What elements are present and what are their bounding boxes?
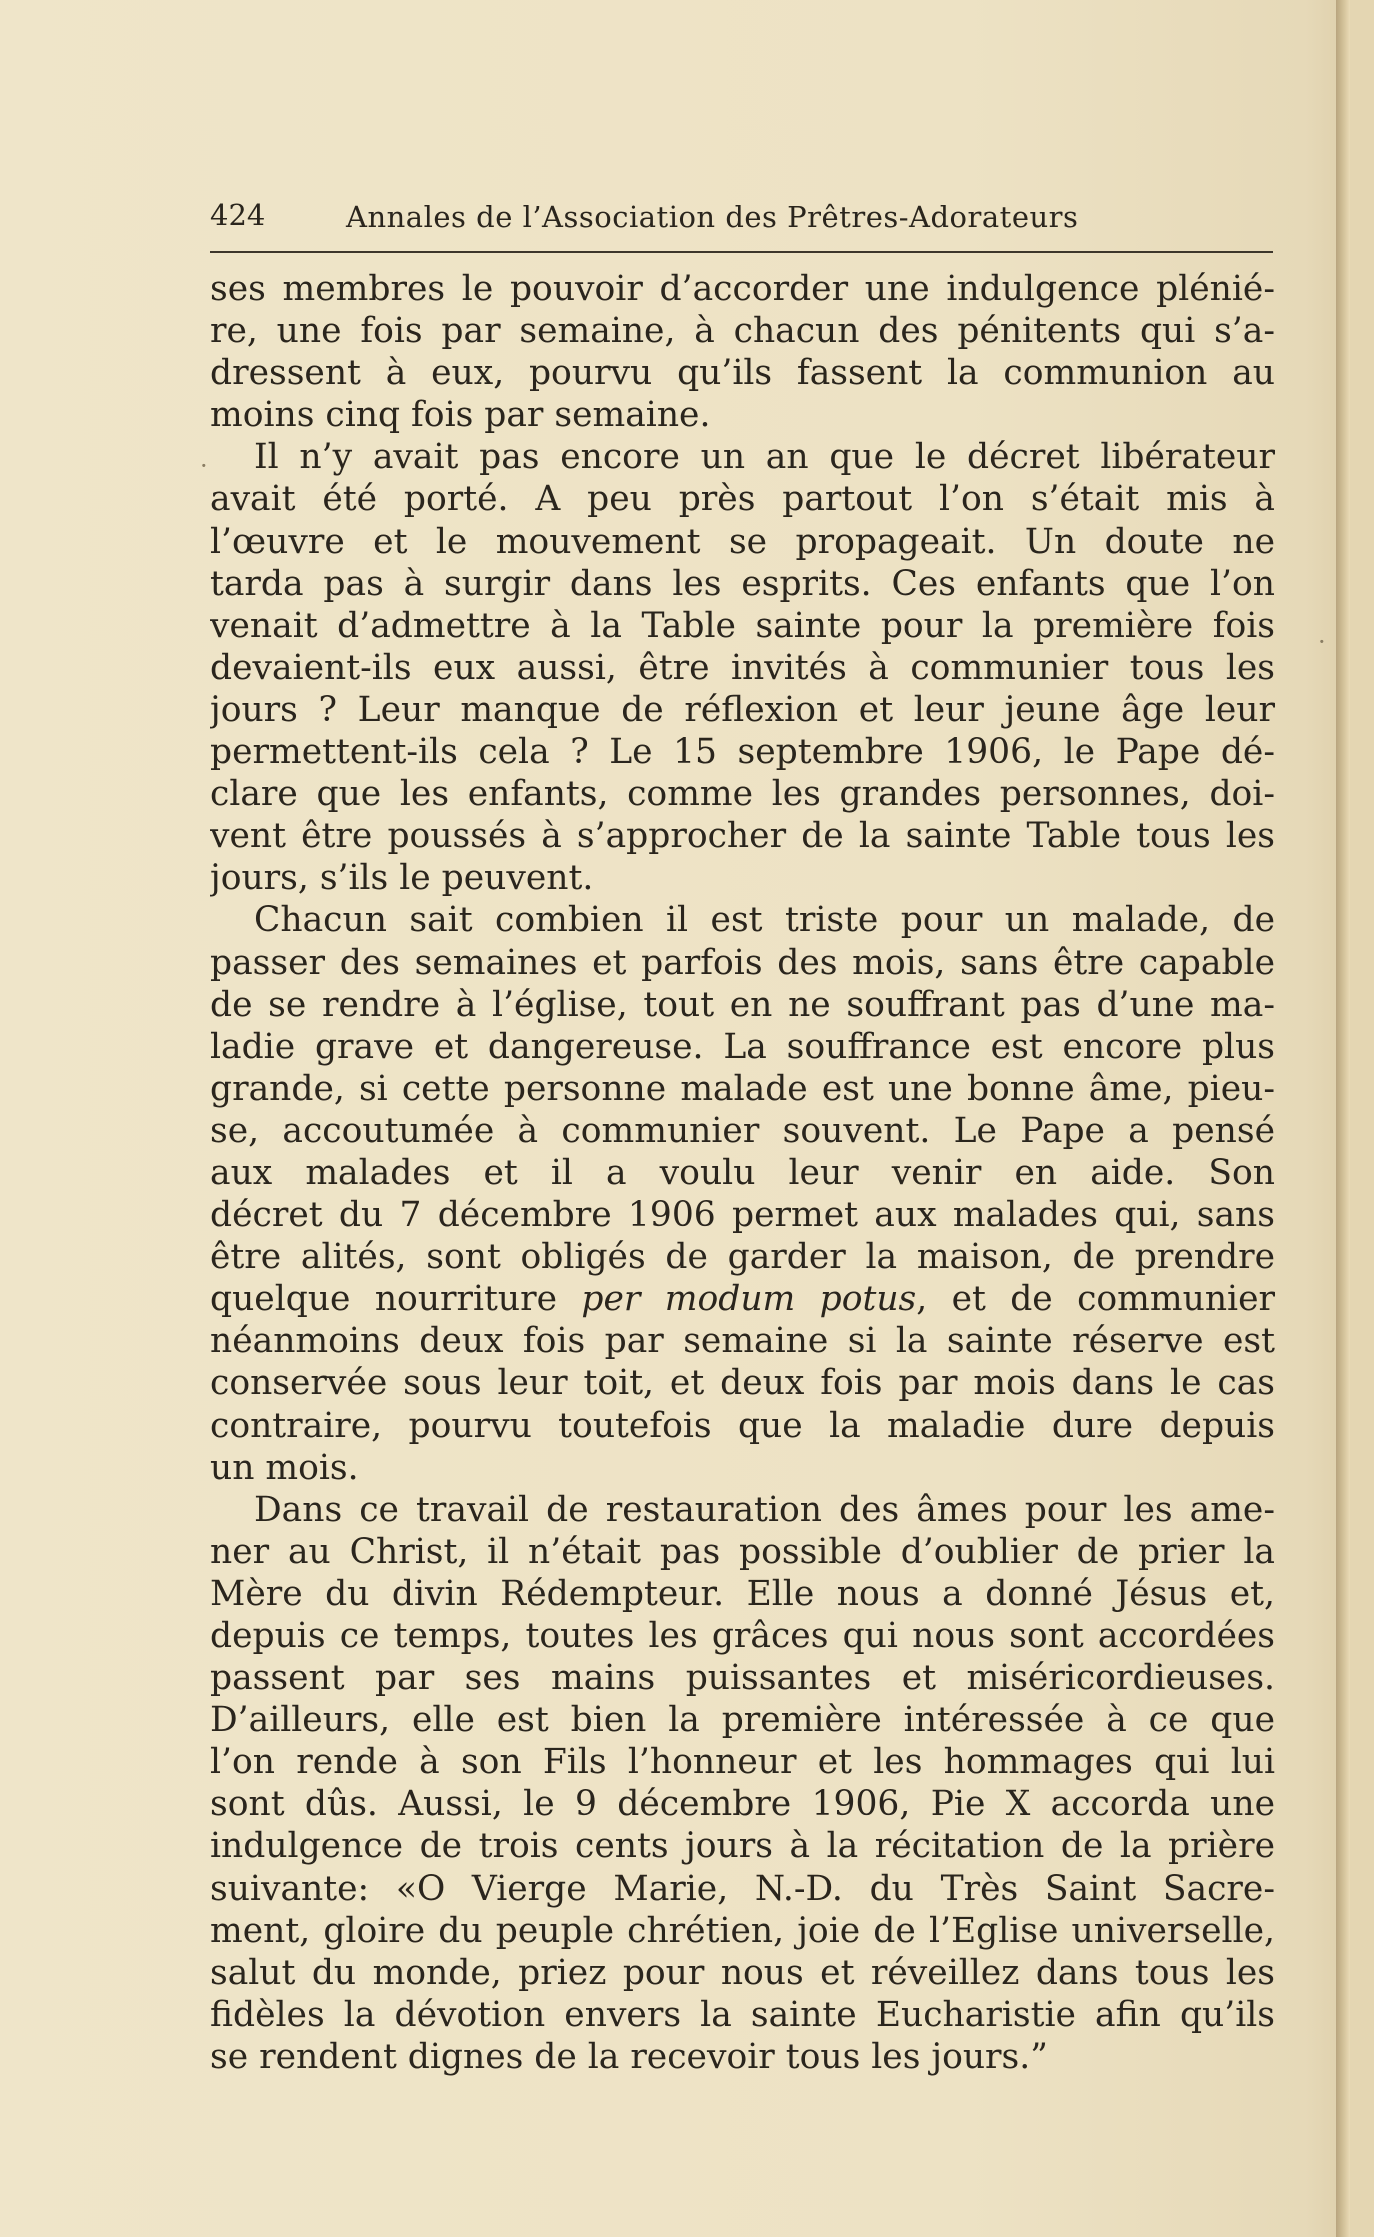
- text-line: permettent-ils cela ? Le 15 septembre 1906, le Pape dé-: [210, 732, 1275, 773]
- text-line: fidèles la dévotion envers la sainte Eucharistie afin qu’ils: [210, 1994, 1275, 2035]
- page-number: 424: [210, 198, 266, 232]
- text-line: D’ailleurs, elle est bien la première intéressée à ce que: [210, 1700, 1275, 1741]
- text-line: salut du monde, priez pour nous et réveillez dans tous les: [210, 1952, 1275, 1993]
- text-line: indulgence de trois cents jours à la récitation de la prière: [210, 1826, 1275, 1867]
- margin-speck: ·: [1318, 628, 1326, 656]
- text-line: un mois.: [210, 1447, 359, 1488]
- text-line: décret du 7 décembre 1906 permet aux malades qui, sans: [210, 1195, 1275, 1236]
- text-line: vent être poussés à s’approcher de la sainte Table tous les: [210, 816, 1275, 857]
- header-rule: [210, 251, 1273, 253]
- text-line: clare que les enfants, comme les grandes personnes, doi-: [210, 774, 1275, 815]
- text-line: ses membres le pouvoir d’accorder une indulgence plénié-: [210, 269, 1275, 309]
- page-header: [210, 198, 1270, 242]
- text-line: être alités, sont obligés de garder la maison, de prendre: [210, 1237, 1275, 1278]
- paragraph-start-line: Dans ce travail de restauration des âmes pour les ame-: [254, 1489, 1275, 1530]
- text-line: passent par ses mains puissantes et miséricordieuses.: [210, 1658, 1275, 1699]
- text-line-with-italic: [210, 1278, 1275, 1320]
- text-line: l’œuvre et le mouvement se propageait. Un doute ne: [210, 521, 1275, 562]
- page-edge-shadow: [1336, 0, 1350, 2237]
- text-line: ner au Christ, il n’était pas possible d’oublier de prier la: [210, 1531, 1275, 1572]
- text-line: depuis ce temps, toutes les grâces qui nous sont accordées: [210, 1616, 1275, 1656]
- text-line: dressent à eux, pourvu qu’ils fassent la communion au: [210, 353, 1275, 394]
- text-line: ment, gloire du peuple chrétien, joie de l’Eglise universelle,: [210, 1910, 1275, 1951]
- text-line: jours ? Leur manque de réflexion et leur jeune âge leur: [210, 689, 1275, 730]
- text-line: venait d’admettre à la Table sainte pour la première fois: [210, 605, 1275, 646]
- text-line: sont dûs. Aussi, le 9 décembre 1906, Pie X accorda une: [210, 1784, 1275, 1825]
- italic-phrase: per modum potus: [581, 1279, 917, 1320]
- text-line: suivante: «O Vierge Marie, N.-D. du Très Saint Sacre-: [210, 1868, 1275, 1909]
- text-line: jours, s’ils le peuvent.: [210, 858, 594, 899]
- text-line: Mère du divin Rédempteur. Elle nous a donné Jésus et,: [210, 1573, 1275, 1614]
- text-line: devaient-ils eux aussi, être invités à communier tous les: [210, 647, 1275, 688]
- text-line: ladie grave et dangereuse. La souffrance est encore plus: [210, 1026, 1275, 1067]
- text-line: moins cinq fois par semaine.: [210, 395, 711, 436]
- text-segment: , et de communier: [916, 1279, 1275, 1320]
- body-text: [210, 268, 1275, 2078]
- text-line: grande, si cette personne malade est une bonne âme, pieu-: [210, 1068, 1275, 1109]
- text-line: re, une fois par semaine, à chacun des pénitents qui s’a-: [210, 311, 1275, 352]
- text-line: conservée sous leur toit, et deux fois par mois dans le cas: [210, 1363, 1275, 1404]
- text-segment: quelque nourriture: [210, 1279, 582, 1320]
- text-line: avait été porté. A peu près partout l’on s’était mis à: [210, 479, 1275, 520]
- text-line: l’on rende à son Fils l’honneur et les hommages qui lui: [210, 1742, 1275, 1783]
- page-edge: [1350, 0, 1374, 2237]
- running-title: Annales de l’Association des Prêtres-Adorateurs: [346, 200, 1079, 234]
- paragraph-start-line: Il n’y avait pas encore un an que le décret libérateur: [254, 437, 1275, 478]
- paragraph-start-line: Chacun sait combien il est triste pour un malade, de: [254, 900, 1275, 941]
- text-line: contraire, pourvu toutefois que la maladie dure depuis: [210, 1405, 1275, 1446]
- text-line: de se rendre à l’église, tout en ne souffrant pas d’une ma-: [210, 984, 1275, 1025]
- margin-speck: ·: [200, 452, 208, 480]
- text-line: se rendent dignes de la recevoir tous les jours.”: [210, 2036, 1048, 2077]
- text-line: tarda pas à surgir dans les esprits. Ces enfants que l’on: [210, 563, 1275, 604]
- text-line: passer des semaines et parfois des mois, sans être capable: [210, 942, 1275, 983]
- text-line: néanmoins deux fois par semaine si la sainte réserve est: [210, 1321, 1275, 1362]
- text-line: se, accoutumée à communier souvent. Le Pape a pensé: [210, 1110, 1275, 1151]
- text-line: aux malades et il a voulu leur venir en aide. Son: [210, 1152, 1275, 1193]
